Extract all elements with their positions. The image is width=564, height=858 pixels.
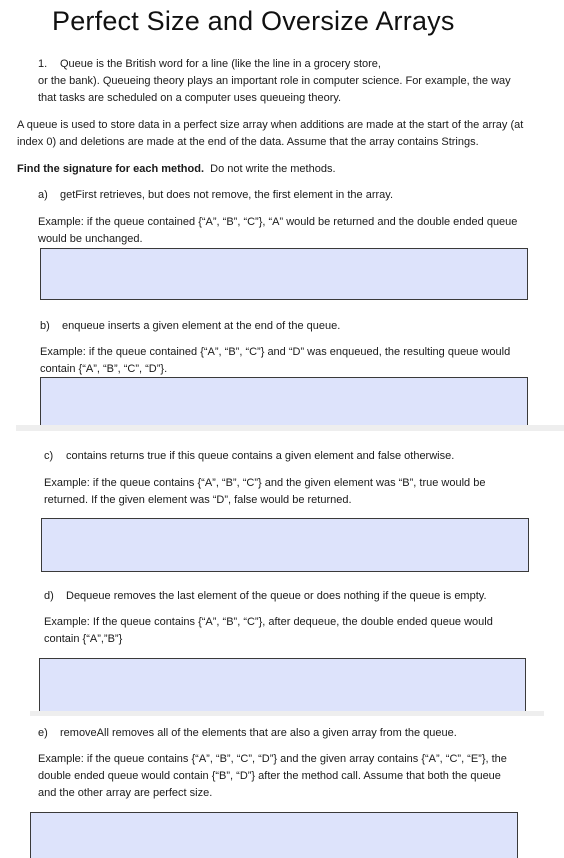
question-c-example-2: returned. If the given element was “D”, false would be returned. (44, 494, 352, 506)
page-separator (16, 425, 564, 431)
question-a-example-2: would be unchanged. (38, 233, 143, 245)
question-b-example-1: Example: if the queue contained {“A”, “B”, “C”} and “D” was enqueued, the resulting queue would (40, 346, 511, 358)
intro-number: 1. (38, 58, 48, 70)
question-e-example-3: and the other array are perfect size. (38, 787, 213, 799)
question-e-example-2: double ended queue would contain {“B”, “D”} after the method call. Assume that both the queue (38, 770, 501, 782)
question-c-example-1: Example: if the queue contains {“A”, “B”, “C”} and the given element was “B”, true would be (44, 477, 486, 489)
question-e-label: e) (38, 727, 48, 739)
question-d-description: Dequeue removes the last element of the queue or does nothing if the queue is empty. (66, 590, 487, 602)
answer-box-d[interactable] (39, 658, 526, 712)
intro-line-3: that tasks are scheduled on a computer uses queueing theory. (38, 92, 342, 104)
context-line-1: A queue is used to store data in a perfect size array when additions are made at the start of the array (at (17, 119, 524, 131)
question-e-example-1: Example: if the queue contains {“A”, “B”, “C”, “D”} and the given array contains {“A”, “C”, “E”}, the (38, 753, 507, 765)
instructions-bold: Find the signature for each method. (17, 163, 205, 175)
intro-line-2: or the bank). Queueing theory plays an important role in computer science. For example, the way (38, 75, 511, 87)
question-b-example-2: contain {“A”, “B”, “C”, “D”}. (40, 363, 168, 375)
question-c-description: contains returns true if this queue contains a given element and false otherwise. (66, 450, 455, 462)
question-e-description: removeAll removes all of the elements that are also a given array from the queue. (60, 727, 457, 739)
question-a-example-1: Example: if the queue contained {“A”, “B”, “C”}, “A” would be returned and the double ended queue (38, 216, 518, 228)
question-a-description: getFirst retrieves, but does not remove, the first element in the array. (60, 189, 393, 201)
question-b-description: enqueue inserts a given element at the end of the queue. (62, 320, 341, 332)
question-b-label: b) (40, 320, 50, 332)
question-a-label: a) (38, 189, 48, 201)
question-d-example-1: Example: If the queue contains {“A”, “B”, “C”}, after dequeue, the double ended queue would (44, 616, 493, 628)
question-d-label: d) (44, 590, 54, 602)
page-title: Perfect Size and Oversize Arrays (52, 6, 455, 36)
instructions-rest: Do not write the methods. (210, 163, 336, 175)
intro-line-1: Queue is the British word for a line (like the line in a grocery store, (60, 58, 381, 70)
answer-box-b[interactable] (40, 377, 528, 427)
instructions (17, 161, 336, 178)
question-d-example-2: contain {“A”,”B”} (44, 633, 123, 645)
context-line-2: index 0) and deletions are made at the end of the data. Assume that the array contains Strings. (17, 136, 479, 148)
page-separator-2 (30, 711, 544, 716)
answer-box-a[interactable] (40, 248, 528, 300)
question-c-label: c) (44, 450, 54, 462)
answer-box-e[interactable] (30, 812, 518, 858)
answer-box-c[interactable] (41, 518, 529, 572)
